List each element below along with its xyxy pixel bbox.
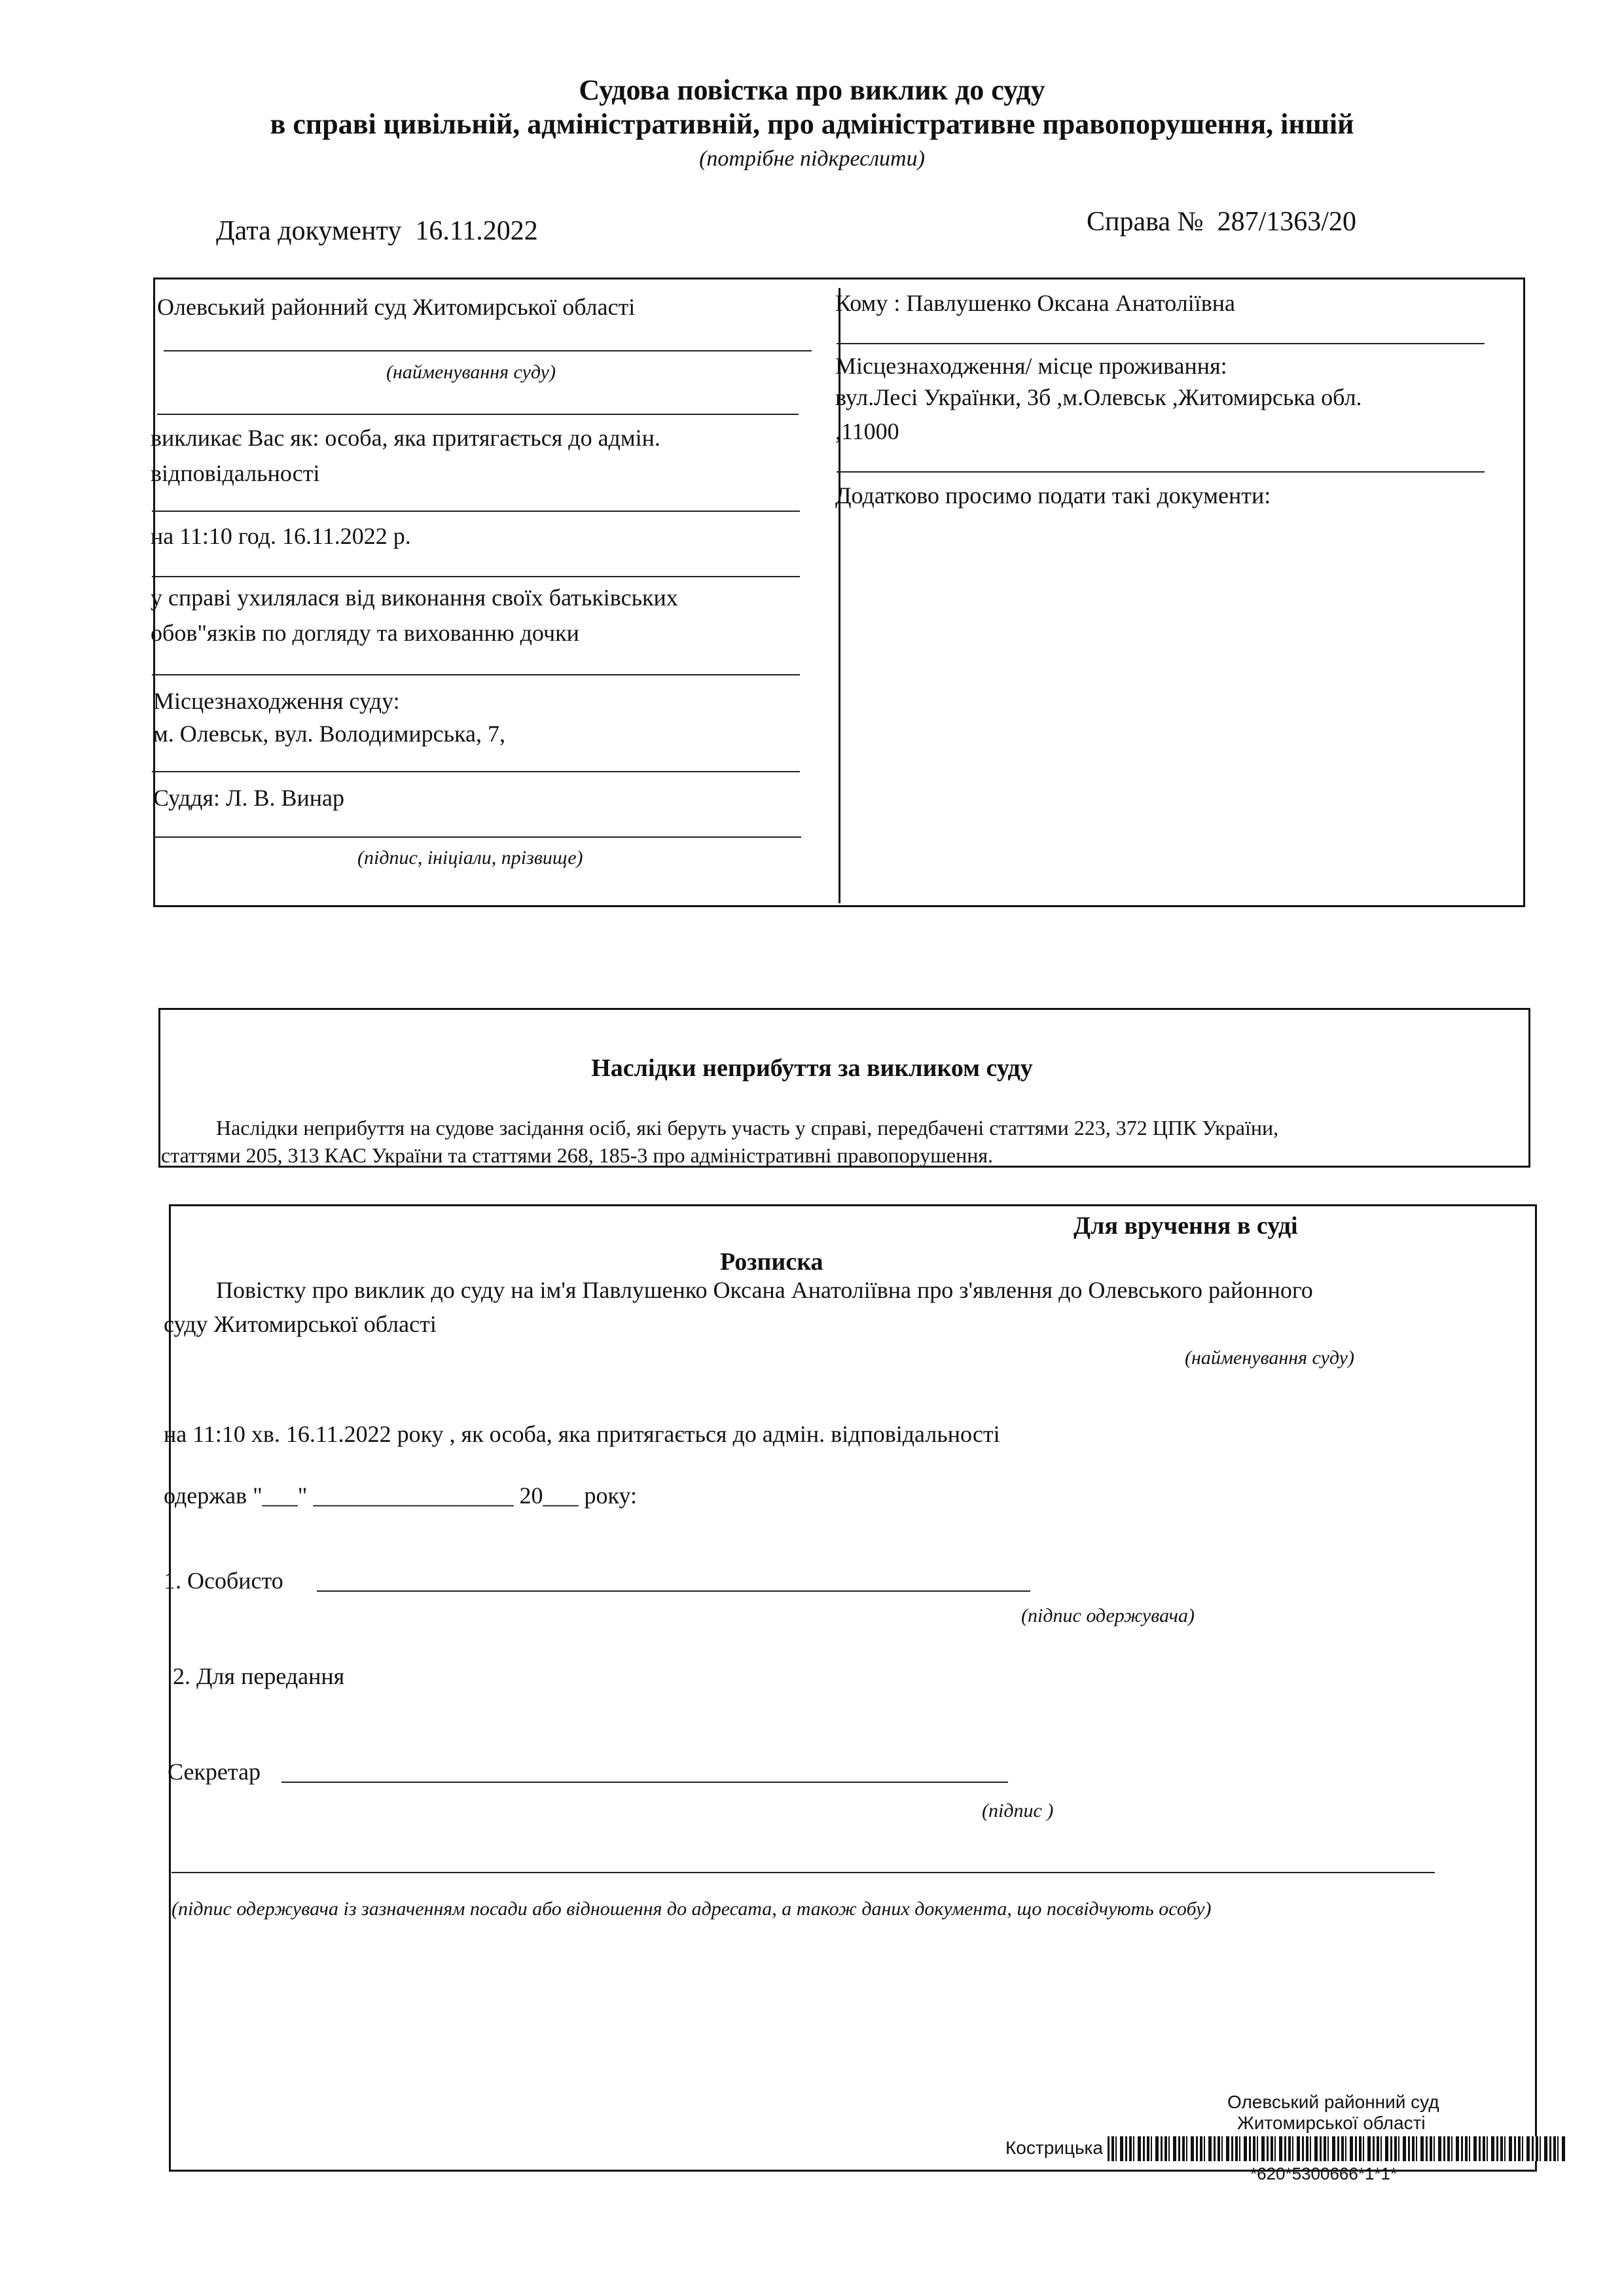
court-name: Олевський районний суд Житомирської області [157,294,636,320]
judge-name: Суддя: Л. В. Винар [153,785,344,811]
date-value: 16.11.2022 [415,216,538,246]
for-court-delivery: Для вручення в суді [1074,1212,1298,1240]
divider-line-2 [152,511,800,512]
clerk-name: Кострицька [1005,2138,1103,2158]
secretary-label: Секретар [168,1759,261,1785]
judge-signature-caption: (підпис, ініціали, прізвище) [357,847,583,869]
personally-label: 1. Особисто [164,1568,283,1594]
divider-line-3 [152,576,800,577]
case-label: Справа № [1087,207,1204,237]
recipient-underline [837,343,1485,344]
divider-line-4 [152,674,800,675]
stamp-court-name: Олевський районний суд [1227,2092,1439,2112]
residence-value-line1: вул.Лесі Українки, 3б ,м.Олевськ ,Житомирська обл. [835,384,1362,410]
case-subject-line1: у справі ухилялася від виконання своїх батьківських [151,584,678,611]
consequences-text-line2: статтями 205, 313 КАС України та статтями 268, 185-3 про адміністративні правопорушення. [161,1143,994,1167]
receipt-paragraph-line2: суду Житомирської області [164,1311,437,1337]
received-date-line: одержав "___" _________________ 20___ року: [164,1482,638,1509]
barcode-number: *620*5300666*1*1* [1250,2164,1398,2183]
recipient-full-signature-caption: (підпис одержувача із зазначенням посади або відношення до адресата, а також даних документа, що посвідчують особу) [171,1898,1212,1920]
case-subject-line2: обов"язків по догляду та вихованню дочки [151,620,579,646]
court-location-label: Місцезнаходження суду: [153,688,400,714]
secretary-signature-caption: (підпис ) [982,1800,1054,1821]
secretary-signature-line [281,1782,1008,1783]
court-name-underline [164,350,812,351]
stamp-region: Житомирської області [1237,2113,1426,2133]
barcode [1108,2136,1566,2161]
consequences-title: Наслідки неприбуття за викликом суду [591,1054,1033,1082]
residence-value-line2: ,11000 [835,418,899,444]
extra-documents-label: Додатково просимо подати такі документи: [835,482,1271,509]
recipient-name: Кому : Павлушенко Оксана Анатоліївна [835,290,1235,316]
underline-note: (потрібне підкреслити) [699,147,925,171]
case-value: 287/1363/20 [1217,207,1356,237]
judge-signature-line [153,836,801,838]
receipt-court-caption: (найменування суду) [1185,1347,1354,1369]
document-date [216,216,538,246]
residence-underline [837,471,1485,473]
divider-line-5 [152,771,800,772]
recipient-full-signature-line [171,1872,1435,1873]
receipt-time-line: на 11:10 хв. 16.11.2022 року , як особа, яка притягається до адмін. відповідальності [164,1421,1000,1447]
recipient-signature-caption: (підпис одержувача) [1021,1605,1195,1626]
hearing-time: на 11:10 год. 16.11.2022 р. [151,523,411,549]
court-location-value: м. Олевськ, вул. Володимирська, 7, [153,721,505,747]
court-name-caption: (найменування суду) [386,361,556,383]
receipt-paragraph-line1: Повістку про виклик до суду на ім'я Павлушенко Оксана Анатоліївна про з'явлення до Олевського районного [216,1277,1313,1303]
summons-as-line2: відповідальності [151,460,320,486]
divider-line-1 [157,414,799,415]
residence-label: Місцезнаходження/ місце проживання: [835,353,1227,379]
summons-title-line2: в справі цивільній, адміністративній, про адміністративне правопорушення, іншій [270,108,1354,140]
personally-signature-line [317,1590,1030,1592]
date-label: Дата документу [216,216,402,246]
for-transfer-label: 2. Для передання [173,1663,345,1689]
summons-title-line1: Судова повістка про виклик до суду [579,74,1045,106]
case-number [1087,207,1356,237]
summons-as-line1: викликає Вас як: особа, яка притягається до адмін. [151,425,660,451]
consequences-text-line1: Наслідки неприбуття на судове засідання осіб, які беруть участь у справі, передбачені статтями 223, 372 ЦПК України, [216,1116,1279,1139]
receipt-title: Розписка [720,1248,823,1276]
